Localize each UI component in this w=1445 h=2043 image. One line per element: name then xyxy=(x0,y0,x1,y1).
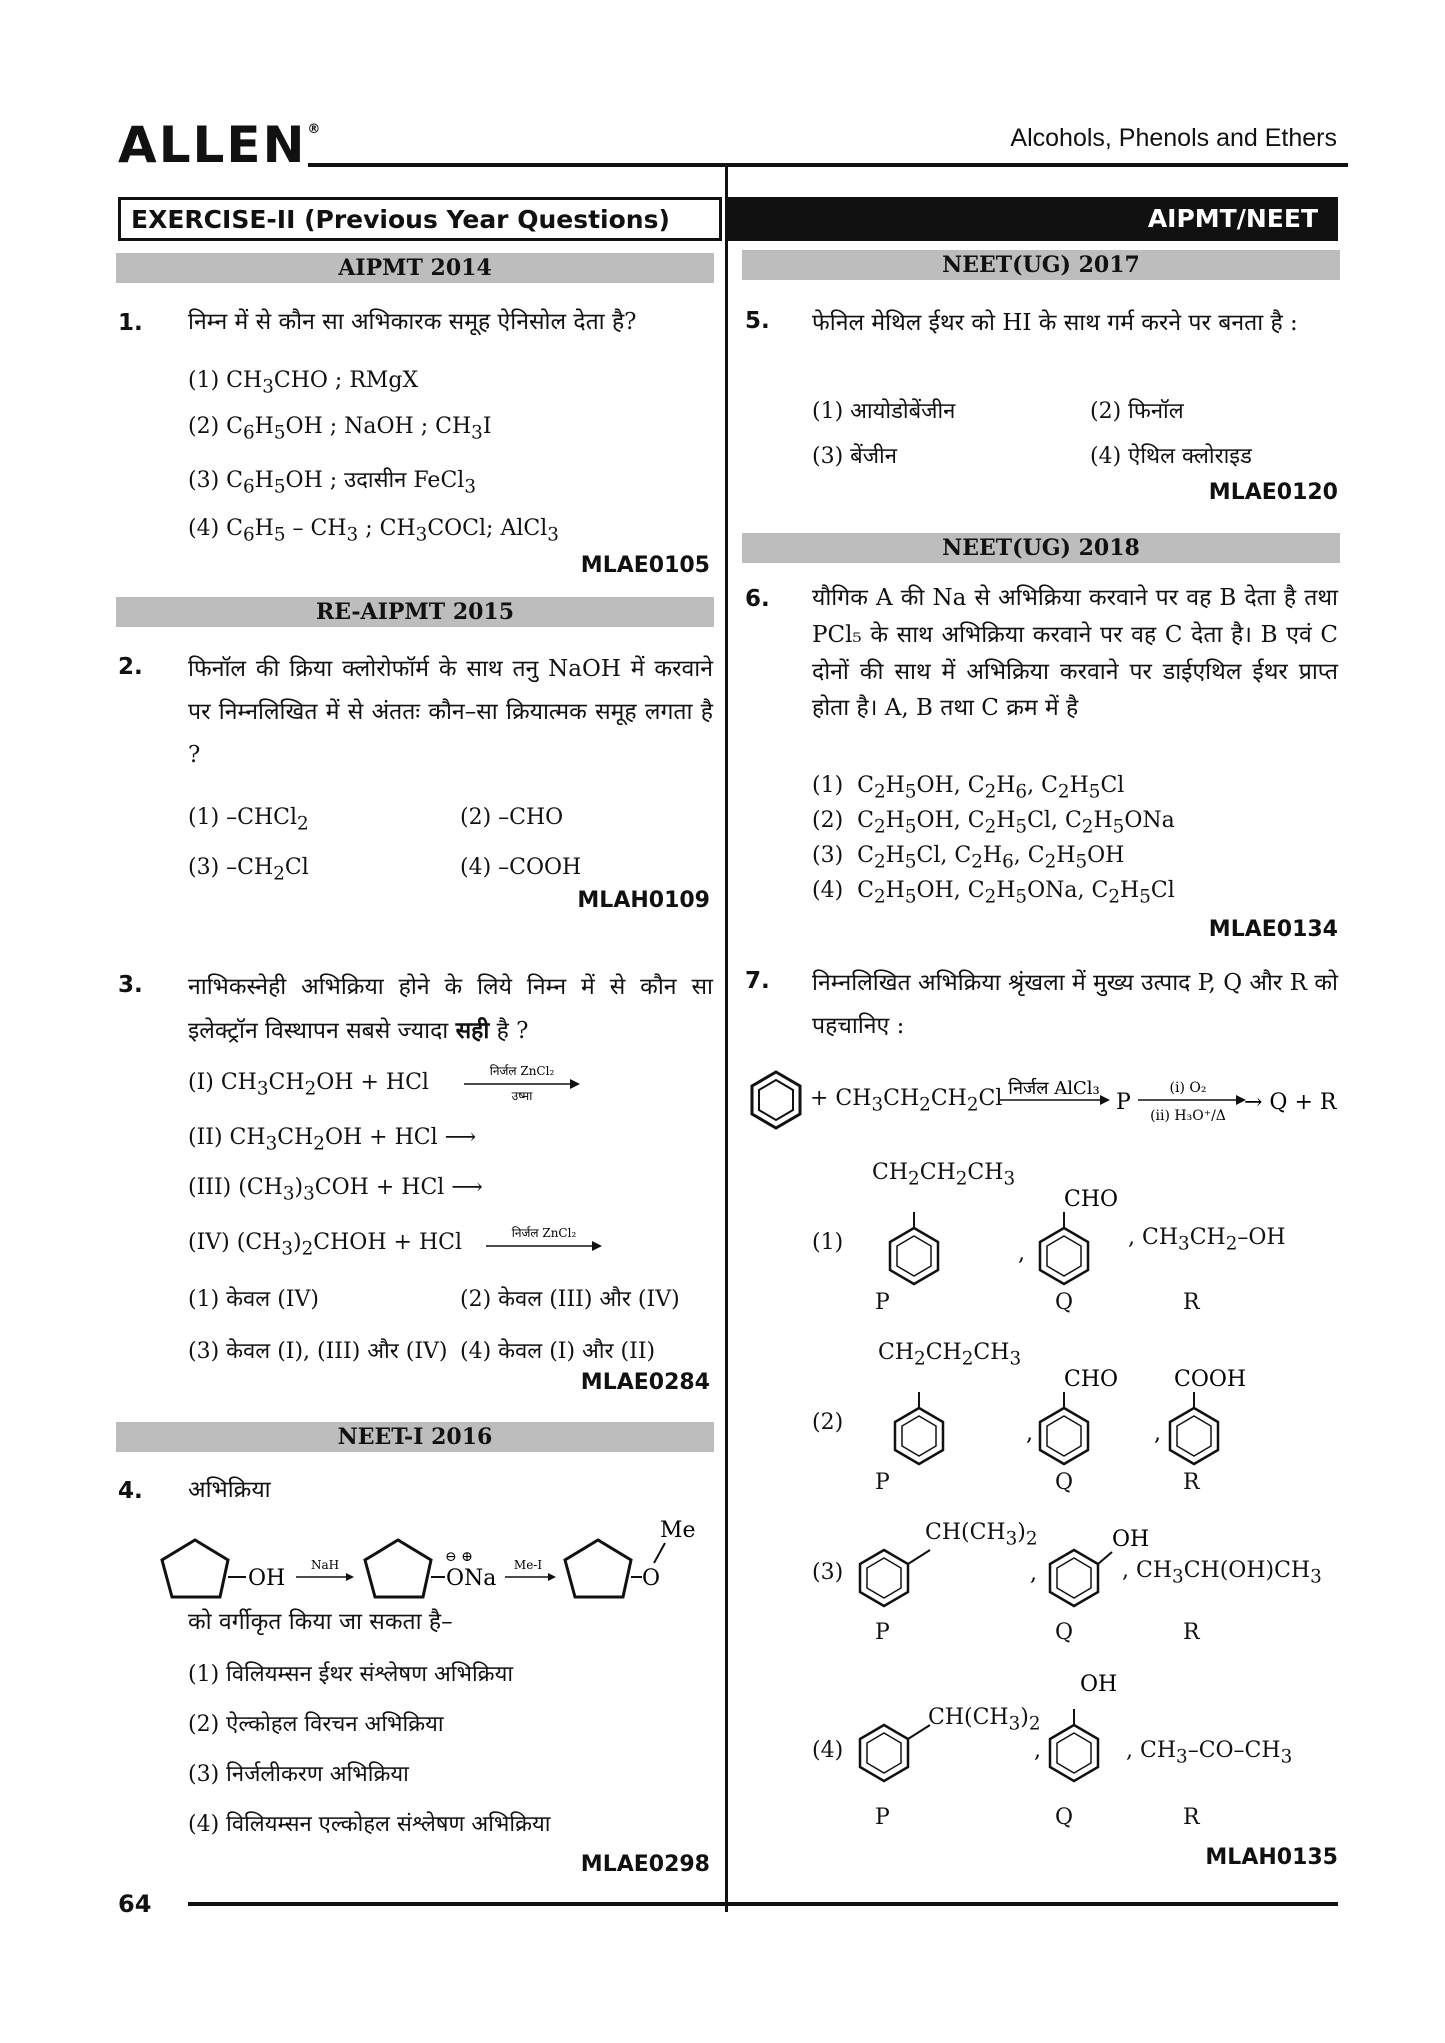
hydroxyl-label: OH xyxy=(248,1566,286,1591)
methyl-label: Me xyxy=(660,1518,696,1543)
q7-option-number: (2) xyxy=(812,1410,844,1435)
q4-reaction-scheme xyxy=(150,1505,710,1615)
section-band-neet-ug-2018: NEET(UG) 2018 xyxy=(742,533,1340,563)
aldehyde-label: CHO xyxy=(1064,1367,1119,1392)
question-text xyxy=(188,966,713,1053)
q2-option-4: (4) –COOH xyxy=(460,855,582,880)
label-r: R xyxy=(1183,1805,1200,1830)
question-text: यौगिक A की Na से अभिक्रिया करवाने पर वह B देता है तथा PCl₅ के साथ अभिक्रिया करवाने पर वह C देता है। B एवं C दोनों की साथ में अभिक्रिया करवाने पर डाईएथिल ईथर प्राप्त होता है। A, B तथा C क्रम में है xyxy=(812,585,1338,722)
arrow-condition-top: (i) O₂ xyxy=(1169,1080,1207,1096)
question-text-part: है ? xyxy=(496,1018,529,1045)
q6-option-3: (3) $C_2H_5Cl$, $C_2H_6$, $C_2H_5OH$ xyxy=(812,843,1125,873)
q3-reaction-2: (II) $CH_3CH_2OH$ + HCl ⟶ xyxy=(188,1125,477,1155)
section-band-neet-ug-2017: NEET(UG) 2017 xyxy=(742,250,1340,280)
question-text-part: नाभिकस्नेही अभिक्रिया होने के लिये निम्न में से कौन सा इलेक्ट्रॉन विस्थापन सबसे ज्यादा xyxy=(188,974,713,1045)
label-q: Q xyxy=(1055,1620,1074,1645)
carboxylic-acid-label: COOH xyxy=(1174,1367,1247,1392)
hydroxyl-label: OH xyxy=(1080,1672,1118,1697)
q7-option-4-structures xyxy=(840,1665,1340,1790)
q7-opt1-p-substituent: $CH_2CH_2CH_3$ xyxy=(872,1160,1016,1190)
q4-option-4: (4) विलियम्सन एल्कोहल संश्लेषण अभिक्रिया xyxy=(188,1812,551,1837)
q1-option-4: (4) $C_6H_5 - CH_3$ ; $CH_3COCl$; AlCl$_3$ xyxy=(188,516,559,546)
ether-oxygen-label: O xyxy=(642,1566,661,1591)
q7-reactant: + $CH_3CH_2CH_2Cl$ xyxy=(810,1086,1003,1116)
question-code: MLAE0134 xyxy=(1208,917,1338,942)
question-number: 7. xyxy=(745,968,770,994)
question-code: MLAH0135 xyxy=(1205,1845,1338,1870)
svg-text:,: , xyxy=(1154,1421,1161,1446)
q2-option-3: (3) $-CH_2Cl$ xyxy=(188,855,309,885)
label-p: P xyxy=(875,1805,890,1830)
charge-label: ⊖ ⊕ xyxy=(445,1549,473,1565)
q7-opt4-p-substituent: $CH(CH_3)_2$ xyxy=(928,1705,1041,1735)
label-r: R xyxy=(1183,1290,1200,1315)
registered-mark: ® xyxy=(307,122,323,137)
hydroxyl-label: OH xyxy=(1112,1527,1150,1552)
q7-opt3-r: , $CH_3CH(OH)CH_3$ xyxy=(1122,1558,1322,1588)
q5-option-2: (2) फिनॉल xyxy=(1090,399,1184,424)
q6-option-2: (2) $C_2H_5OH$, $C_2H_5Cl$, $C_2H_5ONa$ xyxy=(812,808,1175,838)
q3-reaction-1: (I) $CH_3CH_2OH$ + HCl xyxy=(188,1070,429,1100)
q3-reaction-arrow-1 xyxy=(462,1060,582,1104)
question-number: 5. xyxy=(745,308,770,334)
label-p: P xyxy=(875,1290,890,1315)
question-text: निम्नलिखित अभिक्रिया श्रृंखला में मुख्य उत्पाद P, Q और R को पहचानिए : xyxy=(812,970,1338,1039)
q6-option-1: (1) $C_2H_5OH$, $C_2H_6$, $C_2H_5Cl$ xyxy=(812,773,1125,803)
arrow-condition-bottom: (ii) H₃O⁺/Δ xyxy=(1150,1108,1226,1124)
arrow-condition: निर्जल AlCl₃ xyxy=(1008,1078,1100,1099)
q3-reaction-arrow-4 xyxy=(484,1222,604,1254)
q4-option-2: (2) ऐल्कोहल विरचन अभिक्रिया xyxy=(188,1712,444,1737)
reagent-label: Me-I xyxy=(513,1558,543,1572)
exam-title: AIPMT/NEET xyxy=(728,197,1338,241)
q1-option-3: (3) $C_6H_5OH$ ; उदासीन FeCl$_3$ xyxy=(188,468,476,498)
footer-rule xyxy=(188,1902,1338,1906)
reagent-label: NaH xyxy=(310,1558,340,1572)
question-code: MLAE0105 xyxy=(580,553,710,578)
label-q: Q xyxy=(1055,1470,1074,1495)
alkoxide-label: ONa xyxy=(446,1566,497,1591)
q4-option-1: (1) विलियम्सन ईथर संश्लेषण अभिक्रिया xyxy=(188,1662,514,1687)
question-code: MLAE0298 xyxy=(580,1852,710,1877)
question-text: को वर्गीकृत किया जा सकता है– xyxy=(188,1609,453,1635)
column-divider xyxy=(725,167,728,1912)
aldehyde-label: CHO xyxy=(1064,1187,1119,1212)
page-number: 64 xyxy=(118,1890,152,1918)
label-p: P xyxy=(875,1470,890,1495)
q3-option-3: (3) केवल (I), (III) और (IV) xyxy=(188,1339,448,1364)
svg-text:,: , xyxy=(1018,1241,1025,1266)
q2-option-1: (1) –CHCl$_2$ xyxy=(188,805,309,835)
chapter-title: Alcohols, Phenols and Ethers xyxy=(1010,124,1337,152)
q2-option-2: (2) –CHO xyxy=(460,805,564,830)
logo-text: ALLEN xyxy=(118,116,307,174)
q7-opt2-p-substituent: $CH_2CH_2CH_3$ xyxy=(878,1340,1022,1370)
label-q: Q xyxy=(1055,1290,1074,1315)
q7-opt4-r: , $CH_3-CO-CH_3$ xyxy=(1126,1738,1293,1768)
question-number: 4. xyxy=(118,1478,143,1504)
label-r: R xyxy=(1183,1620,1200,1645)
arrow-condition-top: निर्जल ZnCl₂ xyxy=(511,1226,577,1240)
section-band-re-aipmt-2015: RE-AIPMT 2015 xyxy=(116,597,714,627)
q5-option-4: (4) ऐथिल क्लोराइड xyxy=(1090,444,1252,469)
question-text: फिनॉल की क्रिया क्लोरोफॉर्म के साथ तनु NaOH में करवाने पर निम्नलिखित में से अंततः कौन–सा क्रियात्मक समूह लगता है ? xyxy=(188,656,713,769)
q4-option-3: (3) निर्जलीकरण अभिक्रिया xyxy=(188,1762,409,1787)
svg-text:,: , xyxy=(1030,1561,1037,1586)
products-q-r-label: → Q + R xyxy=(1244,1090,1337,1115)
q3-option-1: (1) केवल (IV) xyxy=(188,1287,319,1312)
q7-reaction-arrows xyxy=(998,1072,1338,1132)
question-code: MLAH0109 xyxy=(577,888,710,913)
question-text: निम्न में से कौन सा अभिकारक समूह ऐनिसोल देता है? xyxy=(188,309,637,335)
q7-option-number: (3) xyxy=(812,1560,844,1585)
question-number: 6. xyxy=(745,586,770,612)
question-emphasis: सही xyxy=(455,1017,490,1045)
label-p: P xyxy=(875,1620,890,1645)
question-number: 1. xyxy=(118,310,143,336)
q3-reaction-3: (III) $(CH_3)_3COH$ + HCl ⟶ xyxy=(188,1175,483,1205)
arrow-condition-bottom: उष्मा xyxy=(511,1089,533,1103)
q7-option-number: (1) xyxy=(812,1230,844,1255)
q7-option-number: (4) xyxy=(812,1738,844,1763)
product-p-label: P xyxy=(1116,1090,1131,1115)
header-rule xyxy=(308,163,1348,167)
q1-option-1: (1) $CH_3CHO$ ; RMgX xyxy=(188,368,419,398)
q5-option-3: (3) बेंजीन xyxy=(812,444,897,469)
question-code: MLAE0284 xyxy=(580,1370,710,1395)
section-band-neet-i-2016: NEET-I 2016 xyxy=(116,1422,714,1452)
question-text: फेनिल मेथिल ईथर को HI के साथ गर्म करने पर बनता है : xyxy=(812,310,1298,336)
q7-opt1-r: , $CH_3CH_2-OH$ xyxy=(1128,1225,1286,1255)
q3-option-4: (4) केवल (I) और (II) xyxy=(460,1339,656,1364)
q3-option-2: (2) केवल (III) और (IV) xyxy=(460,1287,680,1312)
allen-logo xyxy=(118,116,322,174)
question-code: MLAE0120 xyxy=(1208,480,1338,505)
question-text: अभिक्रिया xyxy=(188,1477,271,1503)
svg-text:,: , xyxy=(1034,1738,1041,1763)
q3-reaction-4: (IV) $(CH_3)_2CHOH$ + HCl xyxy=(188,1230,462,1260)
section-band-aipmt-2014: AIPMT 2014 xyxy=(116,253,714,283)
q1-option-2: (2) $C_6H_5OH$ ; NaOH ; $CH_3I$ xyxy=(188,414,492,444)
question-number: 2. xyxy=(118,654,143,680)
exercise-title: EXERCISE-II (Previous Year Questions) xyxy=(118,197,722,241)
svg-text:,: , xyxy=(1026,1421,1033,1446)
q7-opt3-p-substituent: $CH(CH_3)_2$ xyxy=(925,1520,1038,1550)
q5-option-1: (1) आयोडोबेंजीन xyxy=(812,399,956,424)
q6-option-4: (4) $C_2H_5OH$, $C_2H_5ONa$, $C_2H_5Cl$ xyxy=(812,878,1175,908)
arrow-condition-top: निर्जल ZnCl₂ xyxy=(489,1064,555,1078)
label-r: R xyxy=(1183,1470,1200,1495)
question-number: 3. xyxy=(118,972,143,998)
label-q: Q xyxy=(1055,1805,1074,1830)
